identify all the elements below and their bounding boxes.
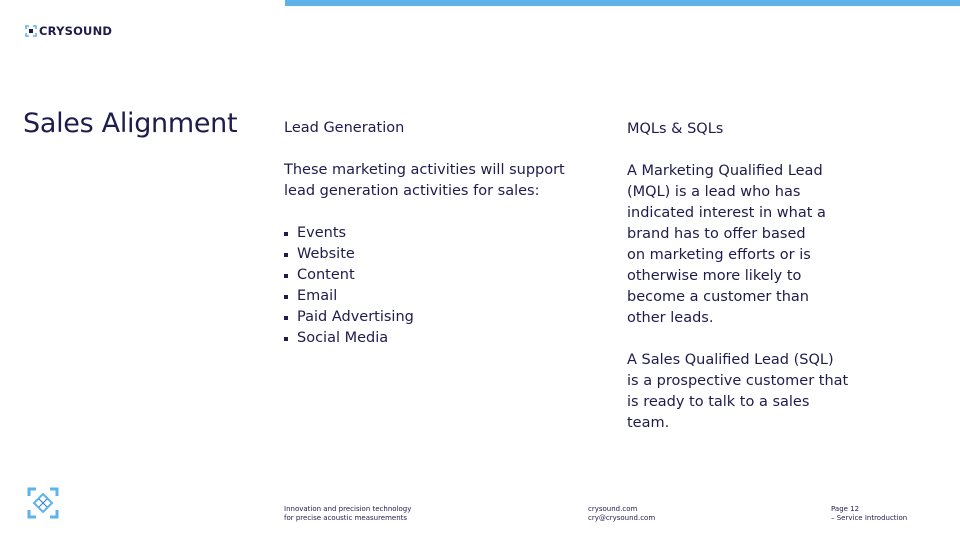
bullet-icon bbox=[284, 274, 288, 278]
footer-tagline: Innovation and precision technology for precise acoustic measurements bbox=[284, 505, 412, 522]
bullet-icon bbox=[284, 316, 288, 320]
footer-contact bbox=[588, 505, 655, 523]
bullet-icon bbox=[284, 337, 288, 341]
list-item: Events bbox=[284, 223, 584, 244]
brand-name: CRYSOUND bbox=[39, 24, 113, 38]
list-item: Content bbox=[284, 265, 584, 286]
mql-definition: A Marketing Qualified Lead (MQL) is a lead who has indicated interest in what a brand has to offer based on marketing efforts or is otherwise more likely to become a customer than other leads. bbox=[627, 163, 826, 326]
list-item: Email bbox=[284, 286, 584, 307]
lead-generation-heading: Lead Generation bbox=[284, 120, 405, 136]
crysound-emblem-icon bbox=[25, 485, 61, 521]
mqls-sqls-column bbox=[627, 119, 927, 434]
top-accent-bar bbox=[285, 0, 960, 6]
bullet-icon bbox=[284, 232, 288, 236]
lead-generation-intro: These marketing activities will support lead generation activities for sales: bbox=[284, 162, 565, 199]
footer-email-link[interactable]: cry@crysound.com bbox=[588, 514, 656, 522]
lead-generation-column bbox=[284, 118, 584, 349]
bullet-icon bbox=[284, 253, 288, 257]
crysound-logo-icon bbox=[25, 25, 37, 37]
section-name: – Service Introduction bbox=[831, 514, 908, 522]
brand-logo bbox=[25, 24, 112, 38]
mqls-sqls-heading: MQLs & SQLs bbox=[627, 121, 724, 137]
sql-definition: A Sales Qualified Lead (SQL) is a prospective customer that is ready to talk to a sales team. bbox=[627, 352, 849, 431]
list-item: Website bbox=[284, 244, 584, 265]
list-item: Social Media bbox=[284, 328, 584, 349]
page-title: Sales Alignment bbox=[23, 108, 238, 139]
footer-page-info bbox=[831, 505, 907, 523]
page-number: Page 12 bbox=[831, 505, 860, 513]
bullet-icon bbox=[284, 295, 288, 299]
lead-generation-list bbox=[284, 223, 584, 349]
footer-website-link[interactable]: crysound.com bbox=[588, 505, 638, 513]
list-item: Paid Advertising bbox=[284, 307, 584, 328]
